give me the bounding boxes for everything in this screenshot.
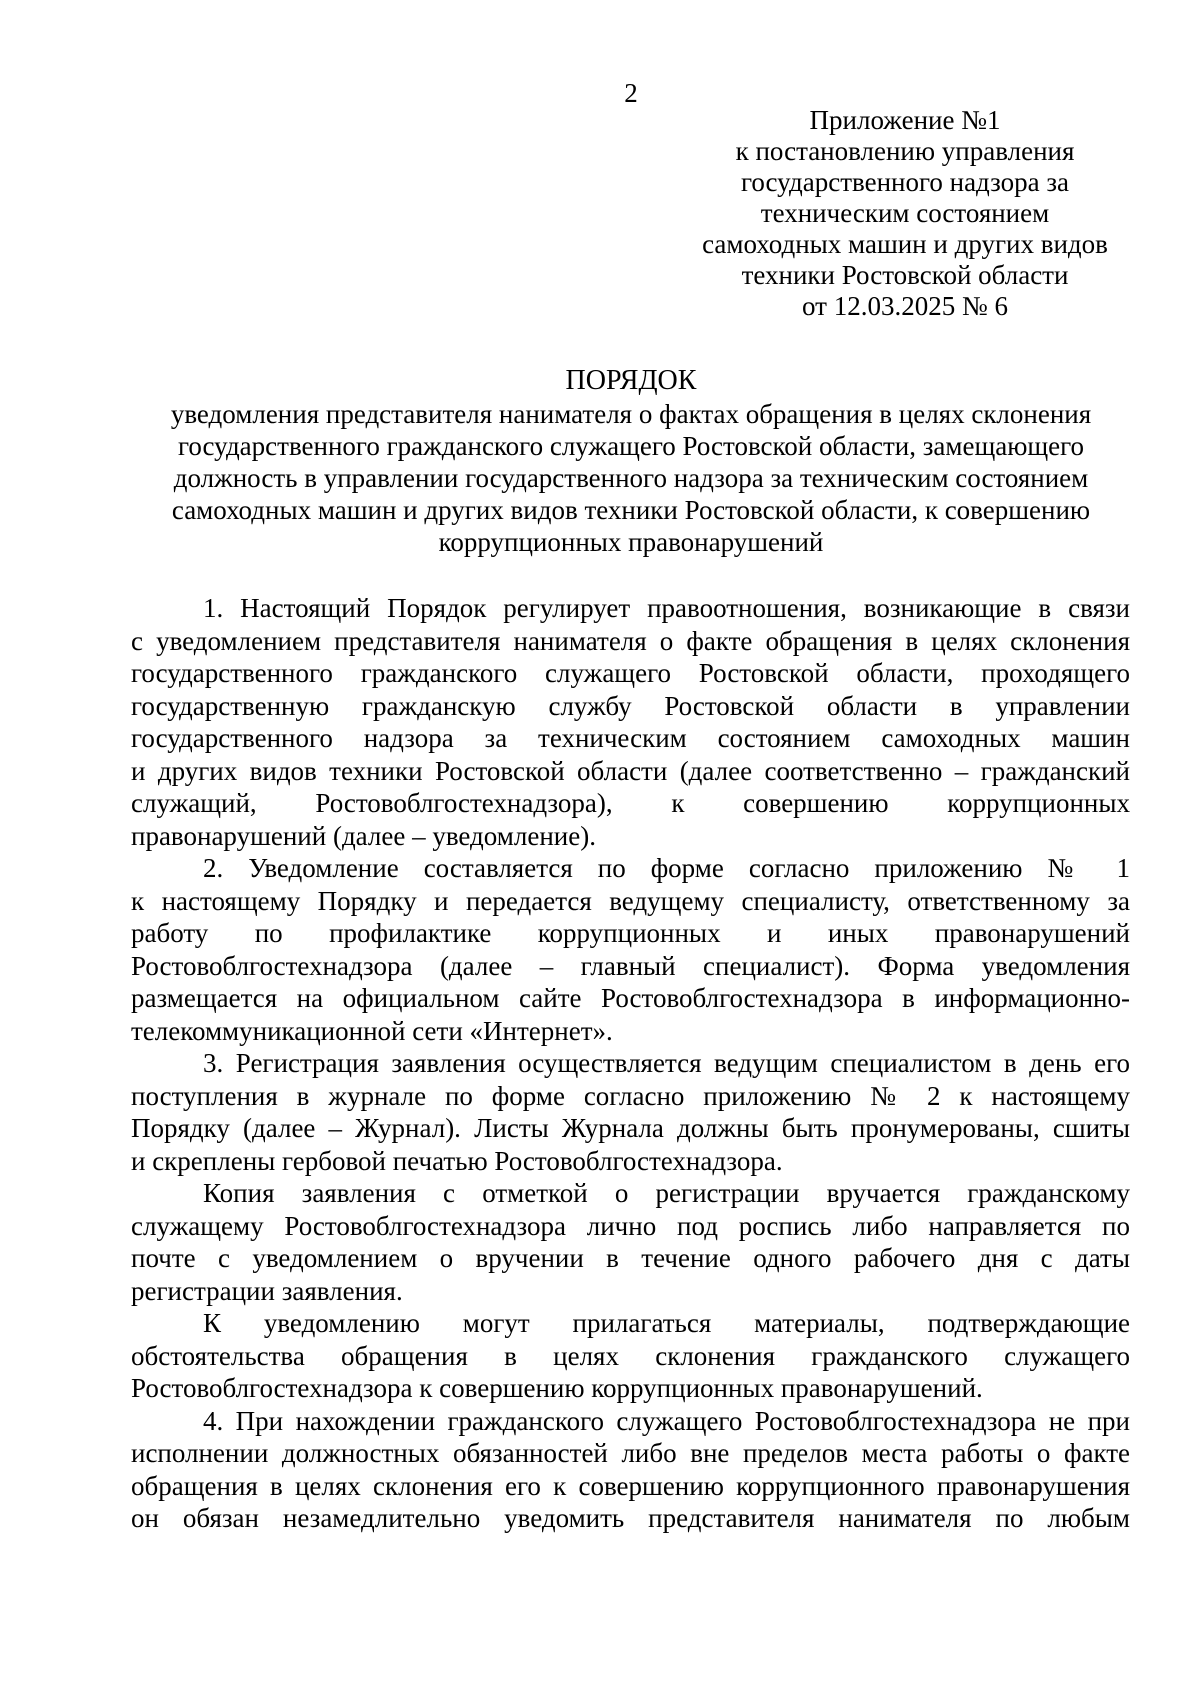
paragraph-line: Копия заявления с отметкой о регистрации вручается гражданскому	[203, 1178, 1130, 1208]
appendix-line: Приложение №1	[809, 105, 1001, 135]
subtitle-line: коррупционных правонарушений	[438, 527, 824, 557]
appendix-line: самоходных машин и других видов	[702, 229, 1108, 259]
paragraph-line: государственную гражданскую службу Ростовской области в управлении	[131, 690, 1130, 721]
paragraph	[131, 852, 1130, 1047]
paragraph-line: Ростовоблгостехнадзора (далее – главный специалист). Форма уведомления	[131, 950, 1130, 981]
paragraph-line: поступления в журнале по форме согласно приложению № 2 к настоящему	[131, 1080, 1130, 1111]
document-title: ПОРЯДОК	[565, 365, 697, 396]
paragraph-line: служащему Ростовоблгостехнадзора лично под роспись либо направляется по	[131, 1210, 1130, 1241]
paragraph-line: Ростовоблгостехнадзора к совершению коррупционных правонарушений.	[131, 1373, 983, 1403]
paragraph-line: государственного надзора за техническим состоянием самоходных машин	[131, 723, 1130, 753]
appendix-line: от 12.03.2025 № 6	[802, 291, 1008, 321]
document-subtitle	[131, 398, 1131, 558]
paragraph	[131, 1405, 1130, 1535]
paragraph-line: размещается на официальном сайте Ростовоблгостехнадзора в информационно-	[131, 983, 1130, 1013]
paragraph-line: телекоммуникационной сети «Интернет».	[131, 1015, 613, 1046]
appendix-line: техническим состоянием	[760, 198, 1050, 228]
paragraph	[131, 1177, 1130, 1307]
paragraph-line: обстоятельства обращения в целях склонения гражданского служащего	[131, 1340, 1130, 1371]
paragraph-line: регистрации заявления.	[131, 1275, 403, 1306]
paragraph-line: и других видов техники Ростовской области (далее соответственно – гражданский	[131, 755, 1130, 786]
paragraph-line: почте с уведомлением о вручении в течение одного рабочего дня с даты	[131, 1243, 1130, 1273]
document-body	[131, 592, 1130, 1535]
subtitle-line: должность в управлении государственного надзора за техническим состоянием	[173, 463, 1089, 493]
paragraph	[131, 1307, 1130, 1405]
paragraph-line: служащий, Ростовоблгостехнадзора), к совершению коррупционных	[131, 788, 1130, 818]
paragraph-line: исполнении должностных обязанностей либо вне пределов места работы о факте	[131, 1438, 1130, 1468]
paragraph-line: с уведомлением представителя нанимателя о факте обращения в целях склонения	[131, 625, 1130, 656]
paragraph-line: правонарушений (далее – уведомление).	[131, 820, 596, 851]
page-number: 2	[624, 78, 638, 108]
paragraph	[131, 592, 1130, 852]
subtitle-line: уведомления представителя нанимателя о фактах обращения в целях склонения	[170, 399, 1092, 429]
paragraph-line: работу по профилактике коррупционных и иных правонарушений	[131, 918, 1130, 948]
paragraph-line: 1. Настоящий Порядок регулирует правоотношения, возникающие в связи	[203, 593, 1130, 623]
paragraph-line: 3. Регистрация заявления осуществляется ведущим специалистом в день его	[203, 1048, 1130, 1078]
paragraph-line: к настоящему Порядку и передается ведущему специалисту, ответственному за	[131, 885, 1130, 916]
appendix-line: государственного надзора за	[740, 167, 1070, 197]
paragraph-line: и скреплены гербовой печатью Ростовоблгостехнадзора.	[131, 1145, 783, 1176]
appendix-line: к постановлению управления	[735, 136, 1075, 166]
paragraph-line: 2. Уведомление составляется по форме согласно приложению № 1	[203, 853, 1130, 883]
subtitle-line: государственного гражданского служащего Ростовской области, замещающего	[177, 431, 1085, 461]
paragraph-line: обращения в целях склонения его к совершению коррупционного правонарушения	[131, 1470, 1130, 1501]
paragraph	[131, 1047, 1130, 1177]
appendix-line: техники Ростовской области	[741, 260, 1069, 290]
paragraph-line: К уведомлению могут прилагаться материалы, подтверждающие	[203, 1308, 1130, 1338]
paragraph-line: государственного гражданского служащего Ростовской области, проходящего	[131, 658, 1130, 688]
paragraph-line: Порядку (далее – Журнал). Листы Журнала должны быть пронумерованы, сшиты	[131, 1113, 1130, 1143]
paragraph-line: он обязан незамедлительно уведомить представителя нанимателя по любым	[131, 1503, 1130, 1533]
paragraph-line: 4. При нахождении гражданского служащего Ростовоблгостехнадзора не при	[203, 1405, 1130, 1436]
subtitle-line: самоходных машин и других видов техники Ростовской области, к совершению	[171, 495, 1091, 525]
appendix-block	[680, 105, 1130, 322]
